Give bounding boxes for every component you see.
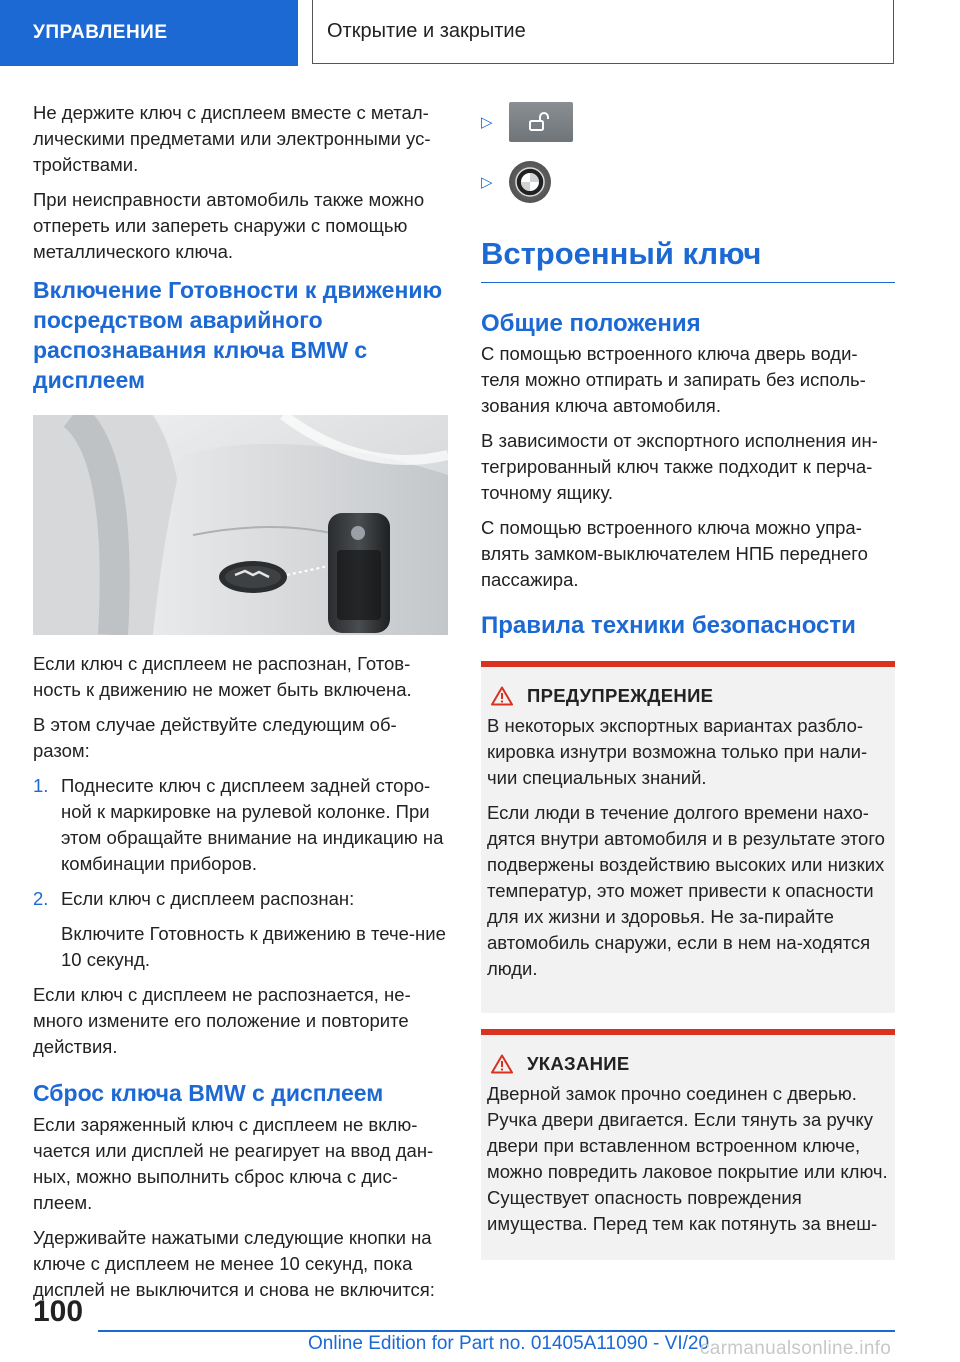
edition-text: Online Edition for Part no. 01405A11090 - VI/20 bbox=[308, 1333, 710, 1354]
paragraph: Если заряженный ключ с дисплеем не вклю-чается или дисплей не реагирует на ввод дан-ных, можно выполнить сброс ключа с дис-плеем. bbox=[33, 1114, 434, 1213]
step-number: 2. bbox=[33, 888, 49, 909]
right-column bbox=[481, 102, 895, 1260]
paragraph: Не держите ключ с дисплеем вместе с метал-лическими предметами или электронными ус-тройствами. bbox=[33, 102, 431, 175]
paragraph: В зависимости от экспортного исполнения ин-тегрированный ключ также подходит к перча-точному ящику. bbox=[481, 430, 878, 503]
list-item bbox=[33, 886, 448, 973]
notice-box bbox=[481, 1029, 895, 1260]
arrow-icon: ▷ bbox=[481, 114, 493, 131]
unlock-icon bbox=[528, 112, 554, 132]
heading-reset: Сброс ключа BMW с дисплеем bbox=[33, 1080, 384, 1106]
bmw-logo-button-icon bbox=[509, 161, 551, 203]
button-row-logo bbox=[481, 162, 895, 202]
warning-box bbox=[481, 661, 895, 1013]
arrow-icon: ▷ bbox=[481, 174, 493, 191]
unlock-button-icon bbox=[509, 102, 573, 142]
page-number: 100 bbox=[33, 1295, 84, 1328]
heading-general: Общие положения bbox=[481, 310, 701, 337]
page-header bbox=[0, 0, 960, 68]
steering-column-key-photo bbox=[33, 415, 448, 635]
paragraph: С помощью встроенного ключа можно упра-влять замком-выключателем НПБ переднего пассажира. bbox=[481, 517, 868, 590]
paragraph: С помощью встроенного ключа дверь води-теля можно отпирать и запирать без исполь-зования ключа автомобиля. bbox=[481, 343, 866, 416]
warning-title-text: ПРЕДУПРЕЖДЕНИЕ bbox=[527, 685, 714, 706]
left-column bbox=[33, 100, 448, 1312]
watermark: carmanualsonline.info bbox=[700, 1338, 892, 1359]
section-title: УПРАВЛЕНИЕ bbox=[0, 0, 298, 66]
notice-title-text: УКАЗАНИЕ bbox=[527, 1053, 630, 1074]
paragraph: В этом случае действуйте следующим об-разом: bbox=[33, 714, 397, 761]
instruction-steps bbox=[33, 773, 448, 973]
paragraph: В некоторых экспортных вариантах разбло-кировка изнутри возможна только при нали-чии специальных знаний. bbox=[487, 715, 868, 788]
warning-triangle-icon bbox=[491, 1054, 513, 1074]
paragraph: Если люди в течение долгого времени нахо-дятся внутри автомобиля и в результате этого подвержены воздействию высоких или низких температур, это может привести к опасности для их жизни и здоровья. Не за-пирайте автомобиль снаружи, если в нем на-ходятся люди. bbox=[487, 802, 885, 979]
warning-title bbox=[487, 685, 889, 707]
heading-integrated-key: Встроенный ключ bbox=[481, 234, 895, 283]
paragraph: Удерживайте нажатыми следующие кнопки на ключе с дисплеем не менее 10 секунд, пока дисплей не выключится и снова не включится: bbox=[33, 1227, 435, 1300]
step-number: 1. bbox=[33, 775, 49, 796]
list-item bbox=[33, 773, 448, 877]
step-subtext: Включите Готовность к движению в тече-ние 10 секунд. bbox=[61, 923, 446, 970]
notice-title bbox=[487, 1053, 889, 1075]
bmw-logo-icon bbox=[515, 167, 545, 197]
step-text: Поднесите ключ с дисплеем задней сторо-ной к маркировке на рулевой колонке. При этом обращайте внимание на индикацию на комбинации приборов. bbox=[61, 775, 444, 874]
button-row-unlock bbox=[481, 102, 895, 142]
chapter-title: Открытие и закрытие bbox=[312, 0, 894, 64]
paragraph: Дверной замок прочно соединен с дверью. Ручка двери двигается. Если тянуть за ручку двери при вставленном встроенном ключе, можно повредить лаковое покрытие или ключ. Существует опасность повреждения имущества. Перед тем как потянуть за внеш- bbox=[487, 1083, 888, 1234]
paragraph: Если ключ с дисплеем не распознан, Готов-ность к движению не может быть включена. bbox=[33, 653, 412, 700]
heading-safety: Правила техники безопасности bbox=[481, 612, 856, 639]
key-photo-illustration bbox=[33, 415, 448, 635]
warning-triangle-icon bbox=[491, 686, 513, 706]
heading-readiness: Включение Готовности к движению посредством аварийного распознавания ключа BMW с дисплеем bbox=[33, 277, 443, 393]
paragraph: Если ключ с дисплеем не распознается, не-много измените его положение и повторите действия. bbox=[33, 984, 411, 1057]
paragraph: При неисправности автомобиль также можно отпереть или запереть снаружи с помощью металлического ключа. bbox=[33, 189, 425, 262]
footer-divider bbox=[98, 1330, 895, 1332]
step-text: Если ключ с дисплеем распознан: bbox=[61, 888, 355, 909]
